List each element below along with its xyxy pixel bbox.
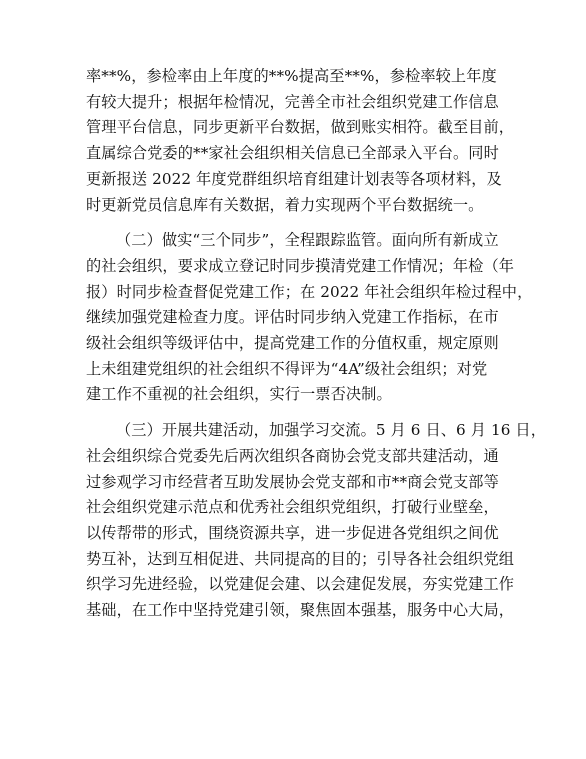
text-line: 直属综合党委的**家社会组织相关信息已全部录入平台。同时 bbox=[86, 144, 499, 163]
paragraph-annual-inspection bbox=[86, 64, 515, 218]
paragraph-joint-activities bbox=[86, 418, 546, 624]
text-line: （三）开展共建活动，加强学习交流。5 月 6 日、6 月 16 日， bbox=[116, 421, 546, 440]
text-line: 上未组建党组织的社会组织不得评为“4A”级社会组织；对党 bbox=[86, 359, 488, 378]
text-line: 时更新党员信息库有关数据，着力实现两个平台数据统一。 bbox=[86, 195, 484, 214]
text-line: 织学习先进经验，以党建促会建、以会建促发展，夯实党建工作 bbox=[86, 575, 515, 594]
text-line: 基础，在工作中坚持党建引领，聚焦固本强基，服务中心大局， bbox=[86, 601, 515, 620]
paragraph-three-synchronizations bbox=[86, 228, 533, 408]
text-line: 级社会组织等级评估中，提高党建工作的分值权重，规定原则 bbox=[86, 334, 499, 353]
text-line: （二）做实“三个同步”，全程跟踪监管。面向所有新成立 bbox=[116, 231, 499, 250]
text-line: 势互补，达到互相促进、共同提高的目的；引导各社会组织党组 bbox=[86, 549, 515, 568]
document-page bbox=[86, 64, 546, 624]
text-line: 更新报送 2022 年度党群组织培育组建计划表等各项材料，及 bbox=[86, 169, 502, 188]
text-line: 有较大提升；根据年检情况，完善全市社会组织党建工作信息 bbox=[86, 92, 499, 111]
text-line: 的社会组织，要求成立登记时同步摸清党建工作情况；年检（年 bbox=[86, 256, 515, 275]
text-line: 继续加强党建检查力度。评估时同步纳入党建工作指标，在市 bbox=[86, 308, 499, 327]
text-line: 报）时同步检查督促党建工作；在 2022 年社会组织年检过程中， bbox=[86, 282, 533, 301]
text-line: 过参观学习市经营者互助发展协会党支部和市**商会党支部等 bbox=[86, 472, 499, 491]
text-line: 以传帮带的形式，围绕资源共享，进一步促进各党组织之间优 bbox=[86, 523, 499, 542]
paragraph-spacer bbox=[86, 408, 504, 418]
text-line: 建工作不重视的社会组织，实行一票否决制。 bbox=[86, 385, 392, 404]
text-line: 率**%，参检率由上年度的**%提高至**%，参检率较上年度 bbox=[86, 67, 497, 85]
text-line: 社会组织党建示范点和优秀社会组织党组织，打破行业壁垒， bbox=[86, 498, 499, 517]
text-line: 社会组织综合党委先后两次组织各商协会党支部共建活动，通 bbox=[86, 446, 499, 465]
paragraph-spacer bbox=[86, 218, 504, 228]
text-line: 管理平台信息，同步更新平台数据，做到账实相符。截至目前， bbox=[86, 118, 515, 137]
